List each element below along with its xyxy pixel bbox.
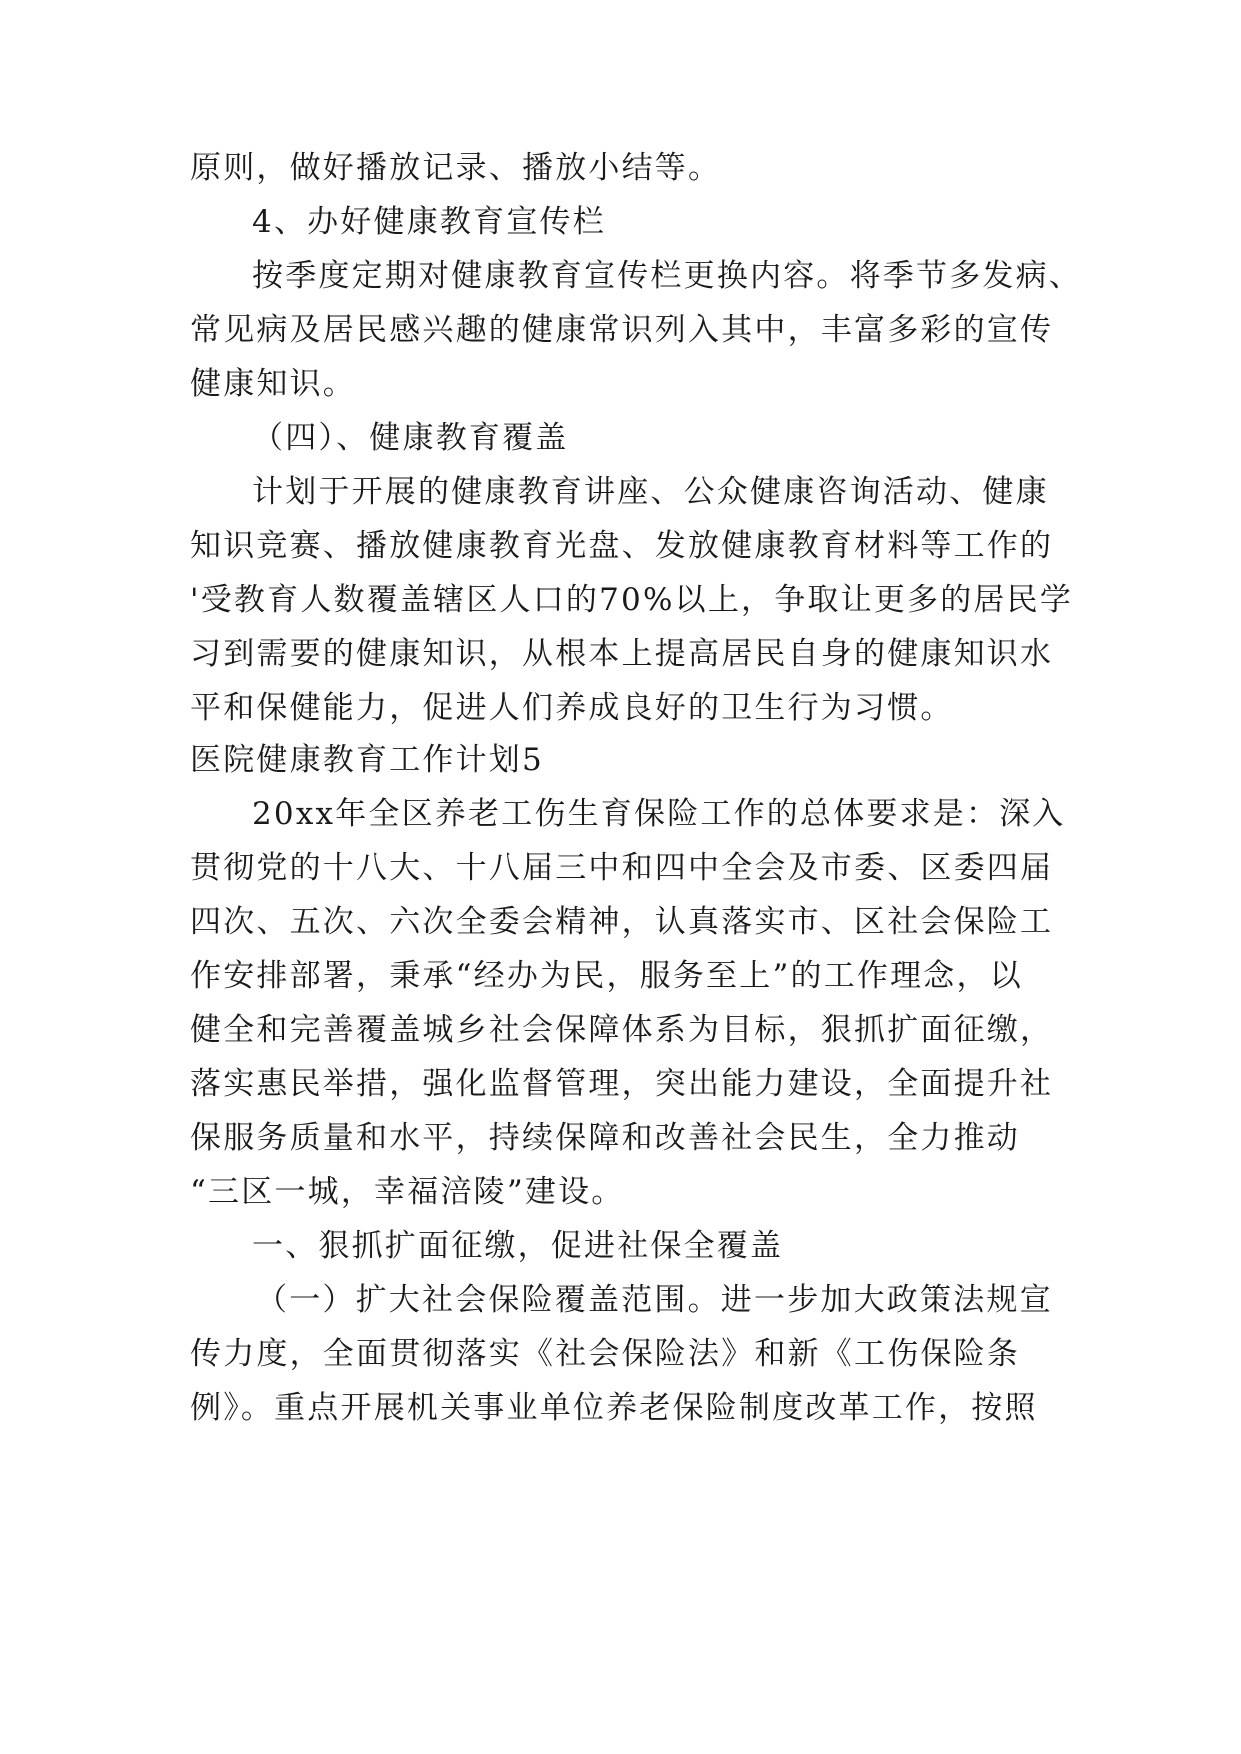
text-line: （一）扩大社会保险覆盖范围。进一步加大政策法规宣	[256, 1282, 1053, 1318]
text-line: 贯彻党的十八大、十八届三中和四中全会及市委、区委四届	[190, 850, 1054, 886]
text-line: 健全和完善覆盖城乡社会保障体系为目标，狠抓扩面征缴，	[190, 1012, 1054, 1048]
text-line: 20xx年全区养老工伤生育保险工作的总体要求是：深入	[252, 796, 1066, 832]
text-line: 传力度，全面贯彻落实《社会保险法》和新《工伤保险条	[190, 1336, 1020, 1372]
text-line: 原则，做好播放记录、播放小结等。	[190, 150, 722, 186]
text-line: 知识竞赛、播放健康教育光盘、发放健康教育材料等工作的	[190, 528, 1054, 564]
section-heading: 一、狠抓扩面征缴，促进社保全覆盖	[252, 1228, 784, 1264]
text-line: 按季度定期对健康教育宣传栏更换内容。将季节多发病、	[252, 258, 1082, 294]
text-line: '受教育人数覆盖辖区人口的70%以上，争取让更多的居民学	[190, 582, 1074, 618]
text-line: 保服务质量和水平，持续保障和改善社会民生，全力推动	[190, 1120, 1020, 1156]
text-line: 平和保健能力，促进人们养成良好的卫生行为习惯。	[190, 690, 954, 726]
text-line: 习到需要的健康知识，从根本上提高居民自身的健康知识水	[190, 636, 1054, 672]
text-line: 计划于开展的健康教育讲座、公众健康咨询活动、健康	[252, 474, 1049, 510]
text-line: 健康知识。	[190, 366, 356, 402]
text-line: 常见病及居民感兴趣的健康常识列入其中，丰富多彩的宣传	[190, 312, 1054, 348]
text-line: 四次、五次、六次全委会精神，认真落实市、区社会保险工	[190, 904, 1054, 940]
text-line: 作安排部署，秉承“经办为民，服务至上”的工作理念，以	[190, 958, 1023, 994]
text-line: 落实惠民举措，强化监督管理，突出能力建设，全面提升社	[190, 1066, 1054, 1102]
text-line: “三区一城，幸福涪陵”建设。	[190, 1174, 625, 1210]
section-heading: 4、办好健康教育宣传栏	[252, 204, 606, 240]
section-heading: （四）、健康教育覆盖	[252, 420, 569, 456]
text-line: 例》。重点开展机关事业单位养老保险制度改革工作，按照	[190, 1390, 1038, 1426]
document-title: 医院健康教育工作计划5	[190, 742, 544, 778]
